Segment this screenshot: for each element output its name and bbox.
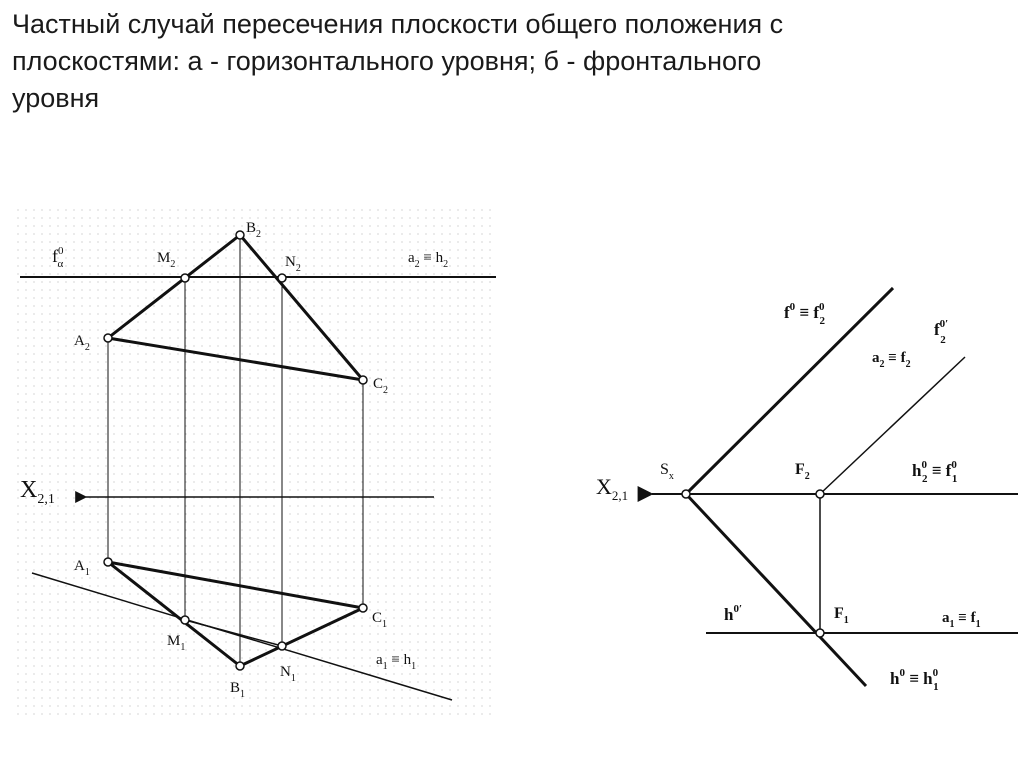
label-C1: $C_1$ [372,610,388,630]
label-B1: $B_1$ [230,680,246,700]
title-line-1: Частный случай пересечения плоскости общего положения с [12,9,784,39]
trace-h0 [686,494,866,686]
label-a2-h2: $a_2 \equiv h_2$ [408,250,449,270]
label-N2: $N_2$ [285,254,301,274]
point-B1 [236,662,244,670]
label-X21-a: $X_{2,1}$ [20,477,55,507]
label-f-alpha: $f^0$ α [52,245,64,270]
label-a2-f2: $a_2 \equiv f_2$ [872,350,911,370]
label-B2: $B_2$ [246,220,262,240]
label-f0-f02: $f^0 \equiv f^0$ 2 [784,301,826,327]
point-F1 [816,629,824,637]
point-A2 [104,334,112,342]
diagram-b [596,288,1018,693]
label-A1: $A_1$ [74,558,90,578]
label-M2: $M_2$ [157,250,176,270]
point-C1 [359,604,367,612]
label-a1-f1: $a_1 \equiv f_1$ [942,610,981,630]
label-A2: $A_2$ [74,333,90,353]
label-h0prime: $h^{0'}$ [724,603,743,624]
label-X21-b: $X_{2,1}$ [596,474,629,503]
label-a1-h1: $a_1 \equiv h_1$ [376,652,417,672]
title-line-2: плоскостями: а - горизонтального уровня; б - фронтального [12,46,762,76]
point-M1 [181,616,189,624]
label-F1: $F_1$ [834,605,849,626]
label-M1: $M_1$ [167,633,186,653]
diagram-a [16,208,496,716]
point-N1 [278,642,286,650]
label-C2: $C_2$ [373,376,389,396]
point-M2 [181,274,189,282]
point-F2 [816,490,824,498]
point-N2 [278,274,286,282]
label-Sx: $S_x$ [660,461,674,482]
label-F2: $F_2$ [795,461,810,482]
label-h02-f01: $h^0$ $2 \equiv f^0$ 1 [912,459,958,485]
label-h0-h01: $h^0 \equiv h^0$ 1 [890,667,939,693]
point-B2 [236,231,244,239]
point-A1 [104,558,112,566]
point-C2 [359,376,367,384]
title-line-3: уровня [12,83,100,113]
label-N1: $N_1$ [280,664,296,684]
point-Sx [682,490,690,498]
label-f0prime-2: $f^{0'}$ 2 [934,318,949,346]
